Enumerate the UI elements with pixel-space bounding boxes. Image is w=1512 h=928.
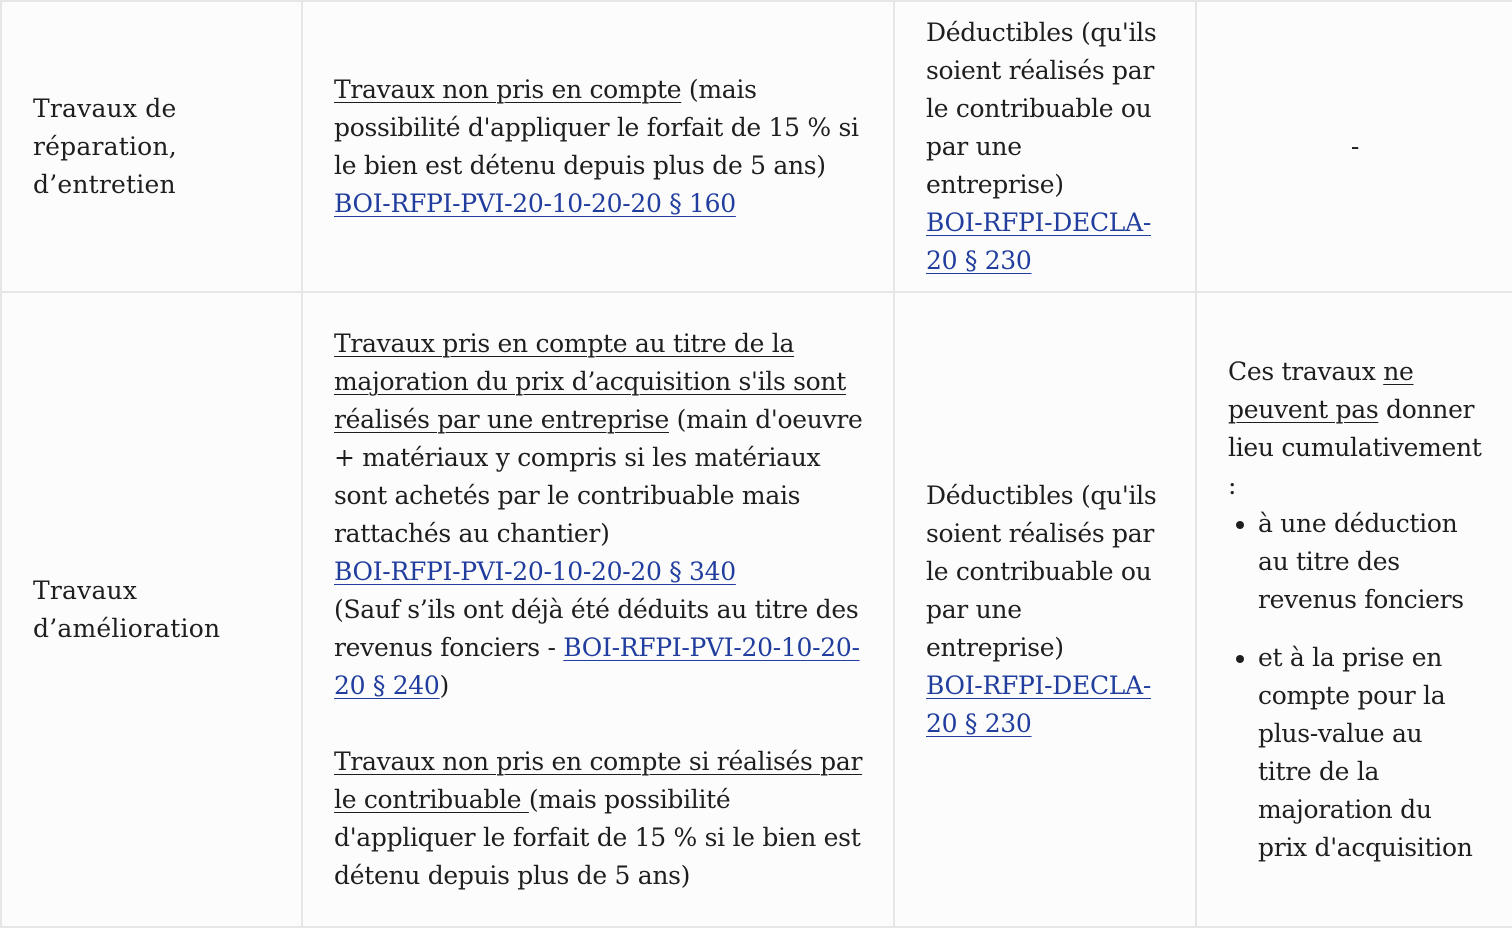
paragraph-gap xyxy=(334,705,863,743)
plain-text: ) xyxy=(439,670,449,700)
row-label: Travaux d’amélioration xyxy=(33,575,221,643)
boi-link[interactable]: BOI-RFPI-PVI-20-10-20-20 § 240 xyxy=(334,632,860,700)
underlined-text: Travaux non pris en compte xyxy=(334,74,682,104)
list-item: • à une déduction au titre des revenus fonciers xyxy=(1258,505,1482,619)
cumul-cell xyxy=(1196,1,1512,292)
table-row xyxy=(1,1,1512,292)
underlined-text: ne peuvent pas xyxy=(1228,356,1414,424)
plain-text: (mais possibilité d'appliquer le forfait de 15 % si le bien est détenu depuis plus de 5 ans) xyxy=(334,74,859,180)
list-item: • et à la prise en compte pour la plus-value au titre de la majoration du prix d'acquisition xyxy=(1258,639,1482,867)
plain-text: Déductibles (qu'ils soient réalisés par le contribuable ou par une entreprise) xyxy=(926,17,1157,199)
plus-value-cell xyxy=(302,292,894,927)
plain-text: donner lieu cumulativement : xyxy=(1228,394,1482,500)
row-label-cell xyxy=(1,1,302,292)
boi-link[interactable]: BOI-RFPI-DECLA-20 § 230 xyxy=(926,670,1151,738)
cumul-intro xyxy=(1228,353,1482,505)
underlined-text: Travaux non pris en compte si réalisés par le contribuable xyxy=(334,746,863,814)
row-label: Travaux de réparation, d’entretien xyxy=(33,93,177,199)
plain-text: Déductibles (qu'ils soient réalisés par le contribuable ou par une entreprise) xyxy=(926,480,1157,662)
boi-link[interactable]: BOI-RFPI-DECLA-20 § 230 xyxy=(926,207,1151,275)
dash-text: - xyxy=(1350,131,1360,161)
plus-value-cell xyxy=(302,1,894,292)
cumul-list xyxy=(1228,505,1482,867)
table-row xyxy=(1,292,1512,927)
cumul-cell xyxy=(1196,292,1512,927)
row-label-cell xyxy=(1,292,302,927)
revenus-fonciers-cell xyxy=(894,292,1196,927)
boi-link[interactable]: BOI-RFPI-PVI-20-10-20-20 § 160 xyxy=(334,188,736,218)
underlined-text: Travaux pris en compte au titre de la majoration du prix d’acquisition s'ils sont réalisés par une entreprise xyxy=(334,328,846,434)
plain-text: (Sauf s’ils ont déjà été déduits au titre des revenus fonciers - xyxy=(334,594,859,662)
revenus-fonciers-cell xyxy=(894,1,1196,292)
boi-link[interactable]: BOI-RFPI-PVI-20-10-20-20 § 340 xyxy=(334,556,736,586)
plain-text: (mais possibilité d'appliquer le forfait de 15 % si le bien est détenu depuis plus de 5 ans) xyxy=(334,784,861,890)
plain-text: Ces travaux xyxy=(1228,356,1384,386)
plain-text: (main d'oeuvre + matériaux y compris si les matériaux sont achetés par le contribuable mais rattachés au chantier) xyxy=(334,404,863,548)
